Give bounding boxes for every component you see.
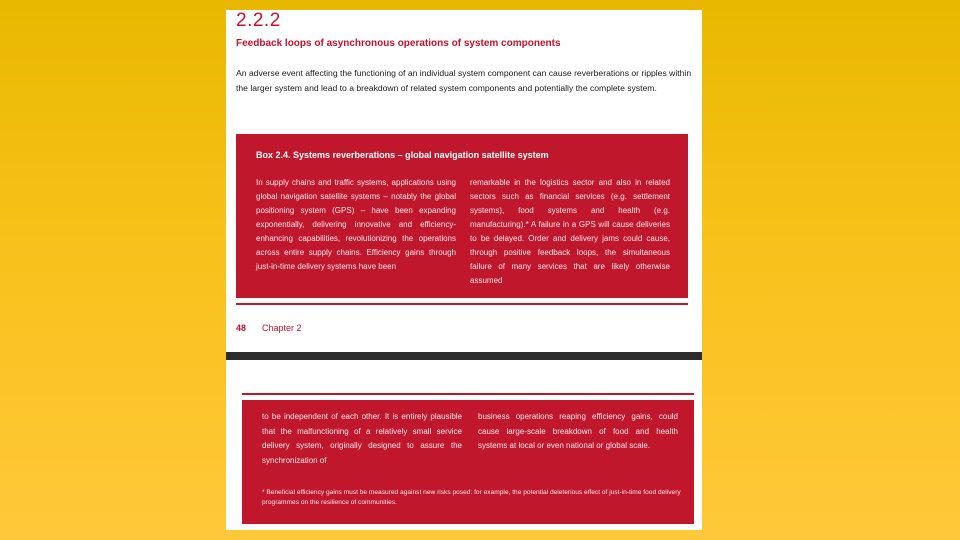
box-2-4 xyxy=(236,134,688,298)
chapter-label: Chapter 2 xyxy=(262,323,302,333)
page-number: 48 xyxy=(236,323,247,333)
box-continued-column-right: business operations reaping efficiency gains, could cause large-scale breakdown of food and health systems at local or even national or global scale. xyxy=(478,412,678,450)
document-page-upper xyxy=(226,10,702,352)
footnote: * Beneficial efficiency gains must be measured against new risks posed: for example, the potential deleterious effect of just-in-time food delivery programmes on the resilience of communities. xyxy=(262,489,681,506)
intro-paragraph: An adverse event affecting the functioning of an individual system component can cause reverberations or ripples within the larger system and lead to a breakdown of related system components and potentially the complete system. xyxy=(236,68,692,93)
section-title: Feedback loops of asynchronous operations of system components xyxy=(236,38,561,49)
page-rule xyxy=(242,393,694,395)
box-continued-column-left: to be independent of each other. It is entirely plausible that the malfunctioning of a relatively small service delivery system, originally designed to assure the synchronization of xyxy=(262,412,462,465)
page-rule xyxy=(236,303,688,305)
section-number: 2.2.2 xyxy=(236,10,281,31)
page-divider xyxy=(226,352,702,360)
box-column-right: remarkable in the logistics sector and also in related sectors such as financial services (e.g. settlement systems), food systems and health (e.g. manufacturing).* A failure in a GPS will cause deliveries to be delayed. Order and delivery jams could cause, through positive feedback loops, the simultaneous failure of many services that are likely otherwise assumed xyxy=(470,178,670,285)
box-2-4-continued xyxy=(242,400,694,524)
box-title: Box 2.4. Systems reverberations – global navigation satellite system xyxy=(256,150,549,160)
box-column-left: In supply chains and traffic systems, applications using global navigation satellite systems – notably the global positioning system (GPS) – have been expanding exponentially, delivering innovative and efficiency-enhancing capabilities, revolutionizing the operations across entire supply chains. Efficiency gains through just-in-time delivery systems have been xyxy=(256,178,456,271)
document-page-lower xyxy=(226,360,702,530)
